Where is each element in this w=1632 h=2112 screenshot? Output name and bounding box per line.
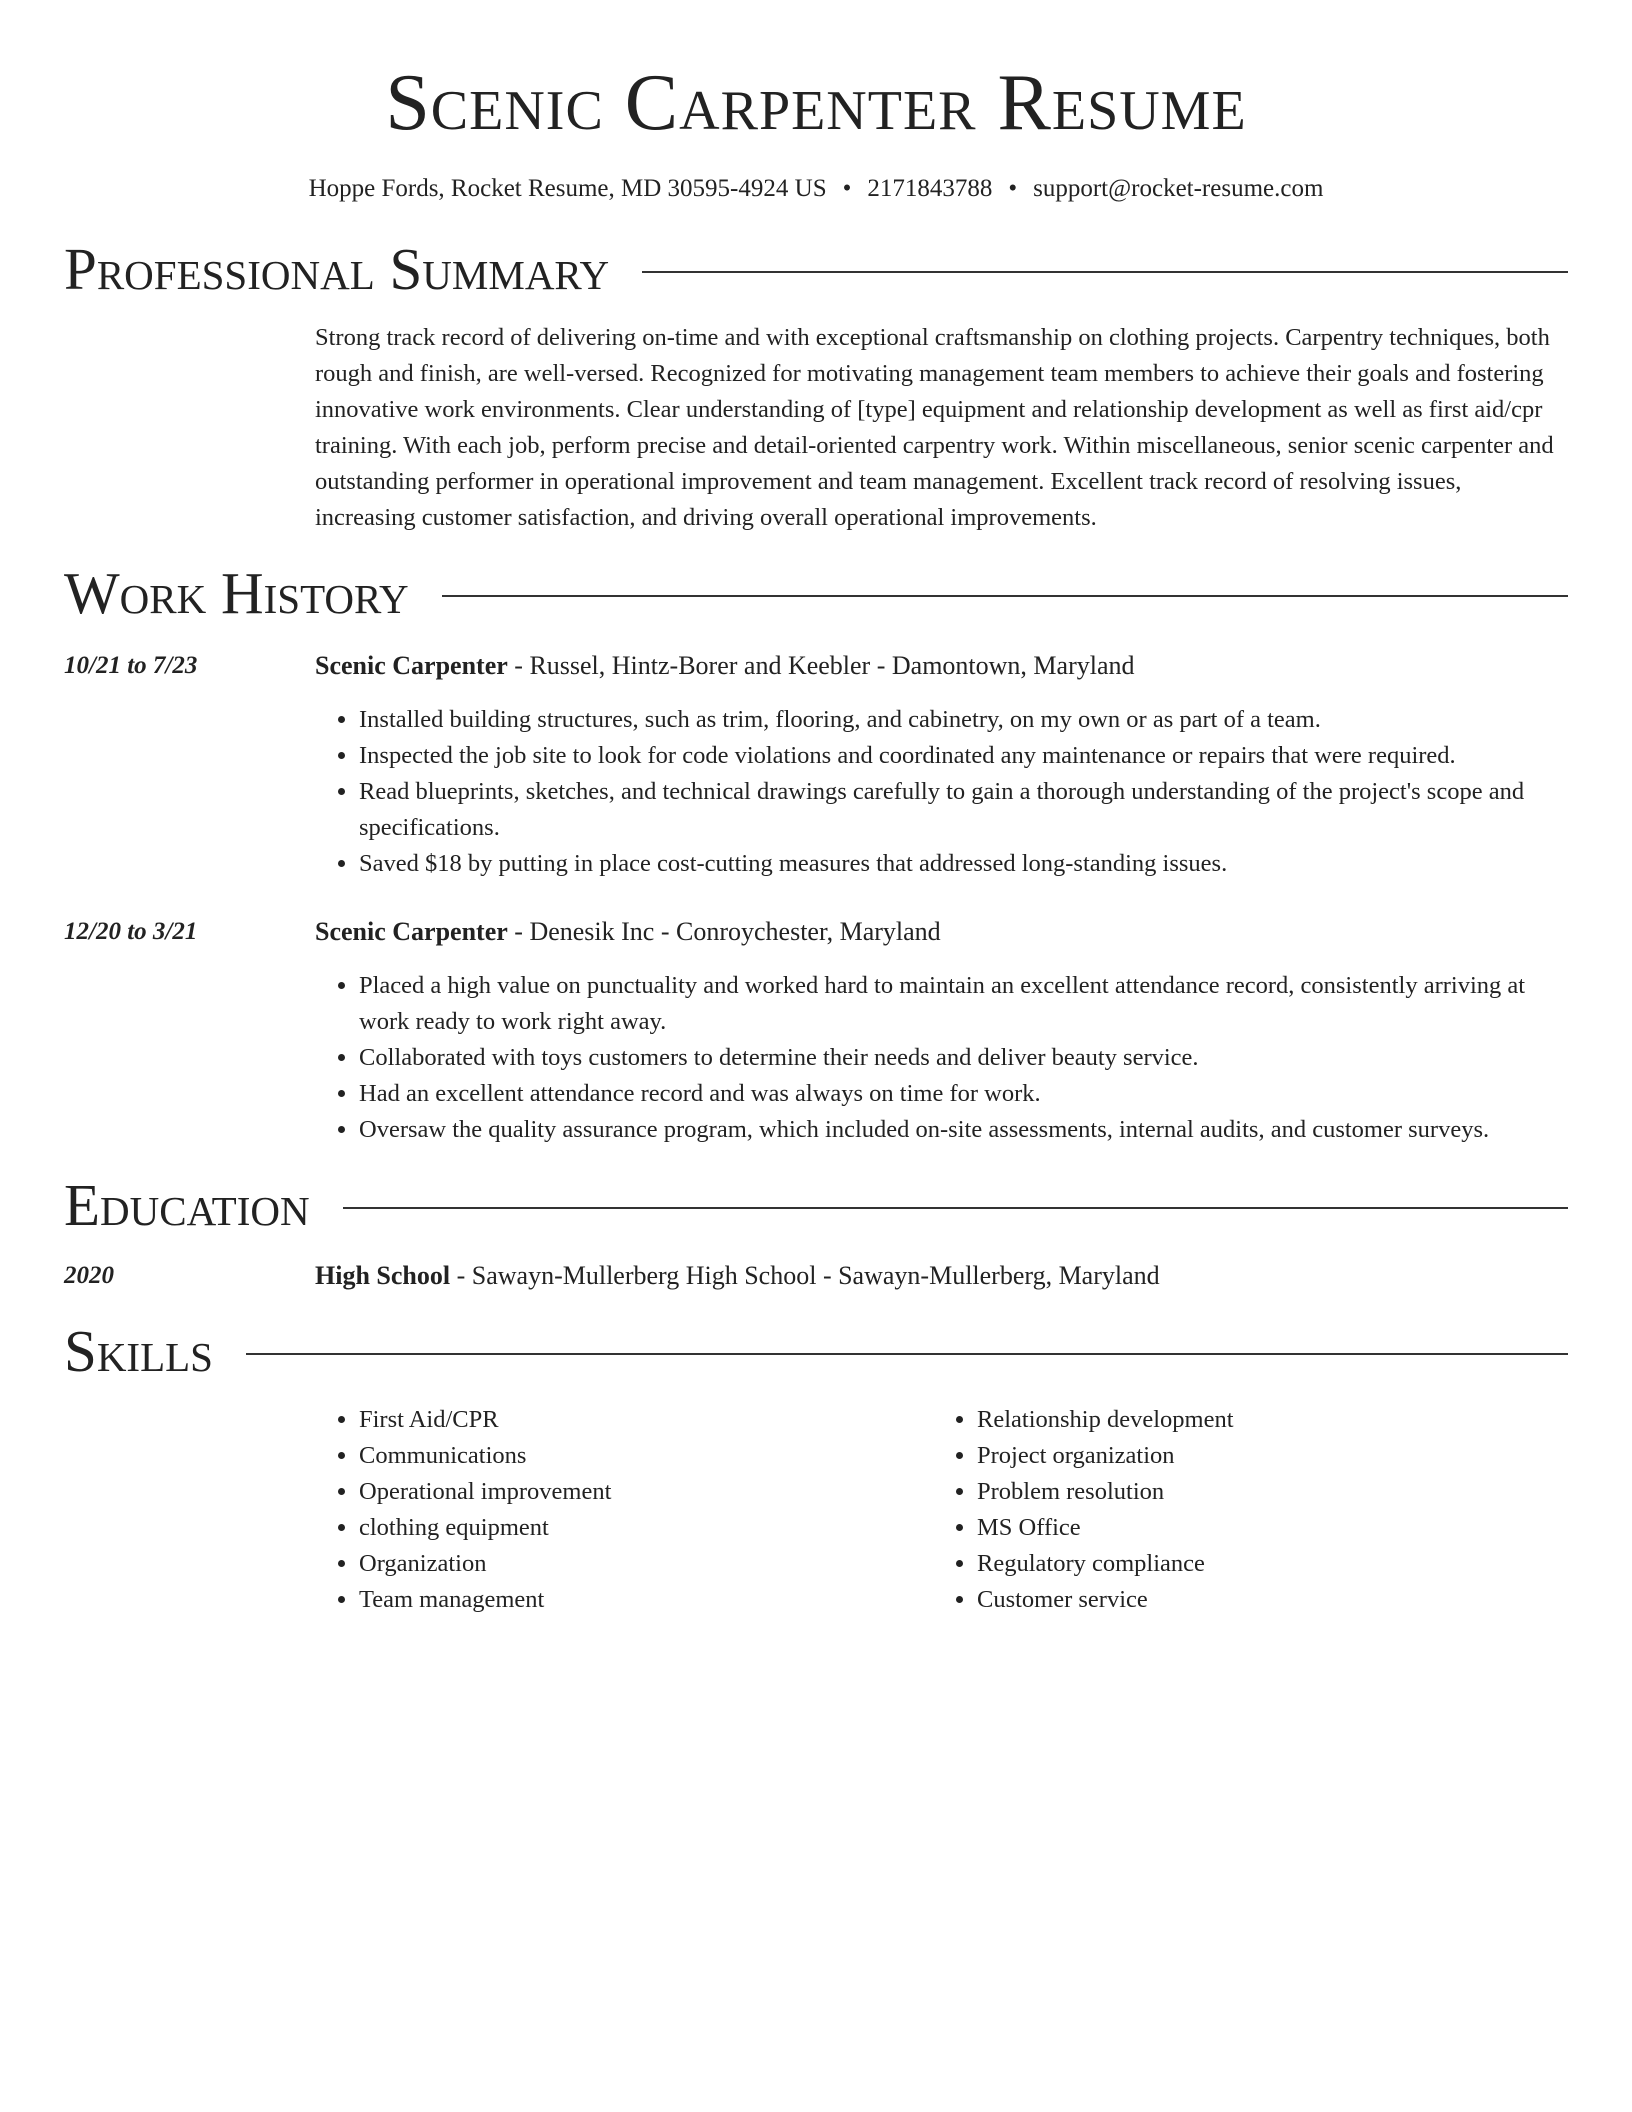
- section-divider: [642, 271, 1568, 273]
- job-title-line: [315, 914, 1568, 950]
- education-details: [315, 1258, 1568, 1294]
- separator-dot: •: [842, 175, 852, 202]
- summary-text: Strong track record of delivering on-time and with exceptional craftsmanship on clothing projects. Carpentry techniques, both rough and finish, are well-versed. Recognized for motivating management team members to achieve their goals and fostering innovative work environments. Clear understanding of [type] equipment and relationship development as well as first aid/cpr training. With each job, perform precise and detail-oriented carpentry work. Within miscellaneous, senior scenic carpenter and outstanding performer in operational improvement and team management. Excellent track record of resolving issues, increasing customer satisfaction, and driving overall operational improvements.: [315, 324, 1554, 531]
- list-item: • Read blueprints, sketches, and technical drawings carefully to gain a thorough understanding of the project's scope and specifications.: [359, 774, 1568, 846]
- section-divider: [246, 1353, 1568, 1355]
- separator-dot: •: [1008, 175, 1018, 202]
- job-details: [315, 914, 1568, 1148]
- job-entry: [64, 914, 1568, 1148]
- education-section-header: [64, 1170, 1568, 1240]
- list-item: • Communications: [359, 1438, 933, 1474]
- resume-page: [64, 0, 1568, 1618]
- work-heading: Work History: [64, 560, 409, 626]
- list-item: • Customer service: [977, 1582, 1551, 1618]
- summary-section-header: [64, 234, 1568, 304]
- list-item: • Had an excellent attendance record and was always on time for work.: [359, 1076, 1568, 1112]
- skills-section-header: [64, 1316, 1568, 1386]
- contact-address: Hoppe Fords, Rocket Resume, MD 30595-4924 US: [308, 175, 827, 202]
- skills-column-right: [933, 1402, 1551, 1618]
- resume-title: Scenic Carpenter Resume: [385, 59, 1247, 147]
- job-entry: [64, 648, 1568, 882]
- education-entry: [64, 1258, 1568, 1294]
- job-bullets: [315, 968, 1568, 1148]
- job-role: Scenic Carpenter: [315, 917, 508, 946]
- list-item: • MS Office: [977, 1510, 1551, 1546]
- section-divider: [343, 1207, 1568, 1209]
- list-item: • Problem resolution: [977, 1474, 1551, 1510]
- list-item: • Saved $18 by putting in place cost-cutting measures that addressed long-standing issues.: [359, 846, 1568, 882]
- job-details: [315, 648, 1568, 882]
- skills-heading: Skills: [64, 1318, 213, 1384]
- education-year: 2020: [64, 1262, 114, 1289]
- list-item: • Relationship development: [977, 1402, 1551, 1438]
- list-item: • Installed building structures, such as trim, flooring, and cabinetry, on my own or as part of a team.: [359, 702, 1568, 738]
- education-heading: Education: [64, 1172, 310, 1238]
- contact-email: support@rocket-resume.com: [1033, 175, 1324, 202]
- list-item: • clothing equipment: [359, 1510, 933, 1546]
- list-item: • Operational improvement: [359, 1474, 933, 1510]
- education-school: - Sawayn-Mullerberg High School - Sawayn-Mullerberg, Maryland: [450, 1261, 1160, 1290]
- list-item: • Project organization: [977, 1438, 1551, 1474]
- summary-heading: Professional Summary: [64, 236, 610, 302]
- list-item: • Placed a high value on punctuality and worked hard to maintain an excellent attendance record, consistently arriving at work ready to work right away.: [359, 968, 1568, 1040]
- job-employer: - Russel, Hintz-Borer and Keebler - Damontown, Maryland: [507, 651, 1135, 680]
- education-line: [315, 1258, 1568, 1294]
- contact-phone: 2171843788: [867, 175, 993, 202]
- list-item: • First Aid/CPR: [359, 1402, 933, 1438]
- job-role: Scenic Carpenter: [315, 651, 508, 680]
- section-divider: [442, 595, 1568, 597]
- education-degree: High School: [315, 1261, 451, 1290]
- list-item: • Team management: [359, 1582, 933, 1618]
- job-bullets: [315, 702, 1568, 882]
- work-section-header: [64, 558, 1568, 628]
- list-item: • Regulatory compliance: [977, 1546, 1551, 1582]
- job-employer: - Denesik Inc - Conroychester, Maryland: [507, 917, 941, 946]
- contact-line: [64, 174, 1568, 204]
- job-dates: 10/21 to 7/23: [64, 652, 198, 679]
- skills-column-left: [315, 1402, 933, 1618]
- list-item: • Oversaw the quality assurance program, which included on-site assessments, internal audits, and customer surveys.: [359, 1112, 1568, 1148]
- skills-list: [315, 1402, 1568, 1618]
- list-item: • Collaborated with toys customers to determine their needs and deliver beauty service.: [359, 1040, 1568, 1076]
- list-item: • Inspected the job site to look for code violations and coordinated any maintenance or repairs that were required.: [359, 738, 1568, 774]
- job-dates: 12/20 to 3/21: [64, 918, 198, 945]
- list-item: • Organization: [359, 1546, 933, 1582]
- job-title-line: [315, 648, 1568, 684]
